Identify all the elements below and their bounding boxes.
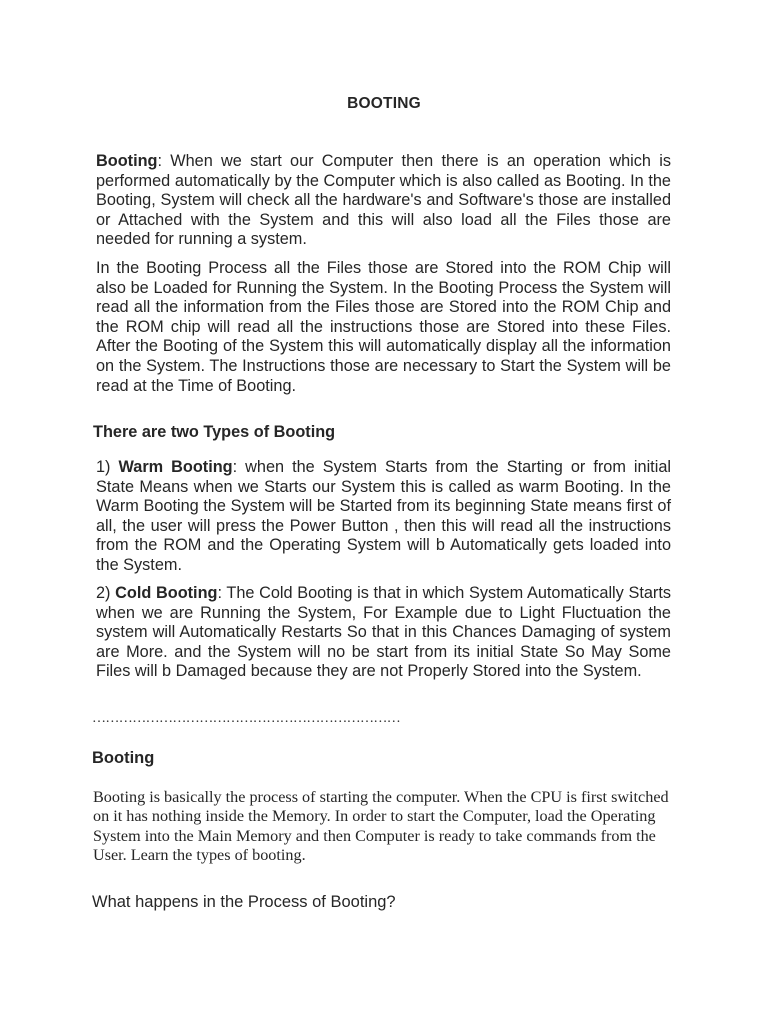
warm-booting-item	[96, 458, 671, 576]
types-heading: There are two Types of Booting	[93, 423, 336, 441]
question-heading: What happens in the Process of Booting?	[92, 893, 396, 911]
warm-booting-term: Warm Booting	[118, 458, 233, 476]
cold-booting-item	[96, 584, 671, 682]
item-number: 2)	[96, 584, 111, 602]
cold-booting-term: Cold Booting	[115, 584, 218, 602]
process-paragraph: In the Booting Process all the Files those are Stored into the ROM Chip will also be Loaded for Running the System. In the Booting Process the System will read all the information from the Files those are Stored into the ROM Chip and the ROM chip will read all the instructions those are Stored into these Files. After the Booting of the System this will automatically display all the information on the System. The Instructions those are necessary to Start the System will be read at the Time of Booting.	[96, 259, 671, 395]
dotted-separator: ……………………………………………………………	[92, 711, 401, 726]
cold-booting-text: : The Cold Booting is that in which System Automatically Starts when we are Running the System, For Example due to Light Fluctuation the system will Automatically Restarts So that in this Chances Damaging of system are More. and the System will no be start from its initial State So May Some Files will b Damaged because they are not Properly Stored into the System.	[96, 584, 672, 681]
intro-paragraph	[96, 152, 671, 250]
warm-booting-text: : when the System Starts from the Starting or from initial State Means when we Starts our System this is called as warm Booting. In the Warm Booting the System will be Started from its beginning State means first of all, the user will press the Power Button , then this will read all the instructions from the ROM and the Operating System will b Automatically gets loaded into the System.	[96, 458, 671, 574]
section-paragraph: Booting is basically the process of starting the computer. When the CPU is first switched on it has nothing inside the Memory. In order to start the Computer, load the Operating System into the Main Memory and then Computer is ready to take commands from the User. Learn the types of booting.	[93, 788, 669, 865]
intro-text: : When we start our Computer then there is an operation which is performed automatically by the Computer which is also called as Booting. In the Booting, System will check all the hardware's and Software's those are installed or Attached with the System and this will also load all the Files those are needed for running a system.	[96, 152, 671, 249]
intro-term: Booting	[96, 152, 158, 170]
section-heading: Booting	[92, 749, 155, 767]
item-number: 1)	[96, 458, 111, 476]
document-title: BOOTING	[347, 95, 421, 112]
